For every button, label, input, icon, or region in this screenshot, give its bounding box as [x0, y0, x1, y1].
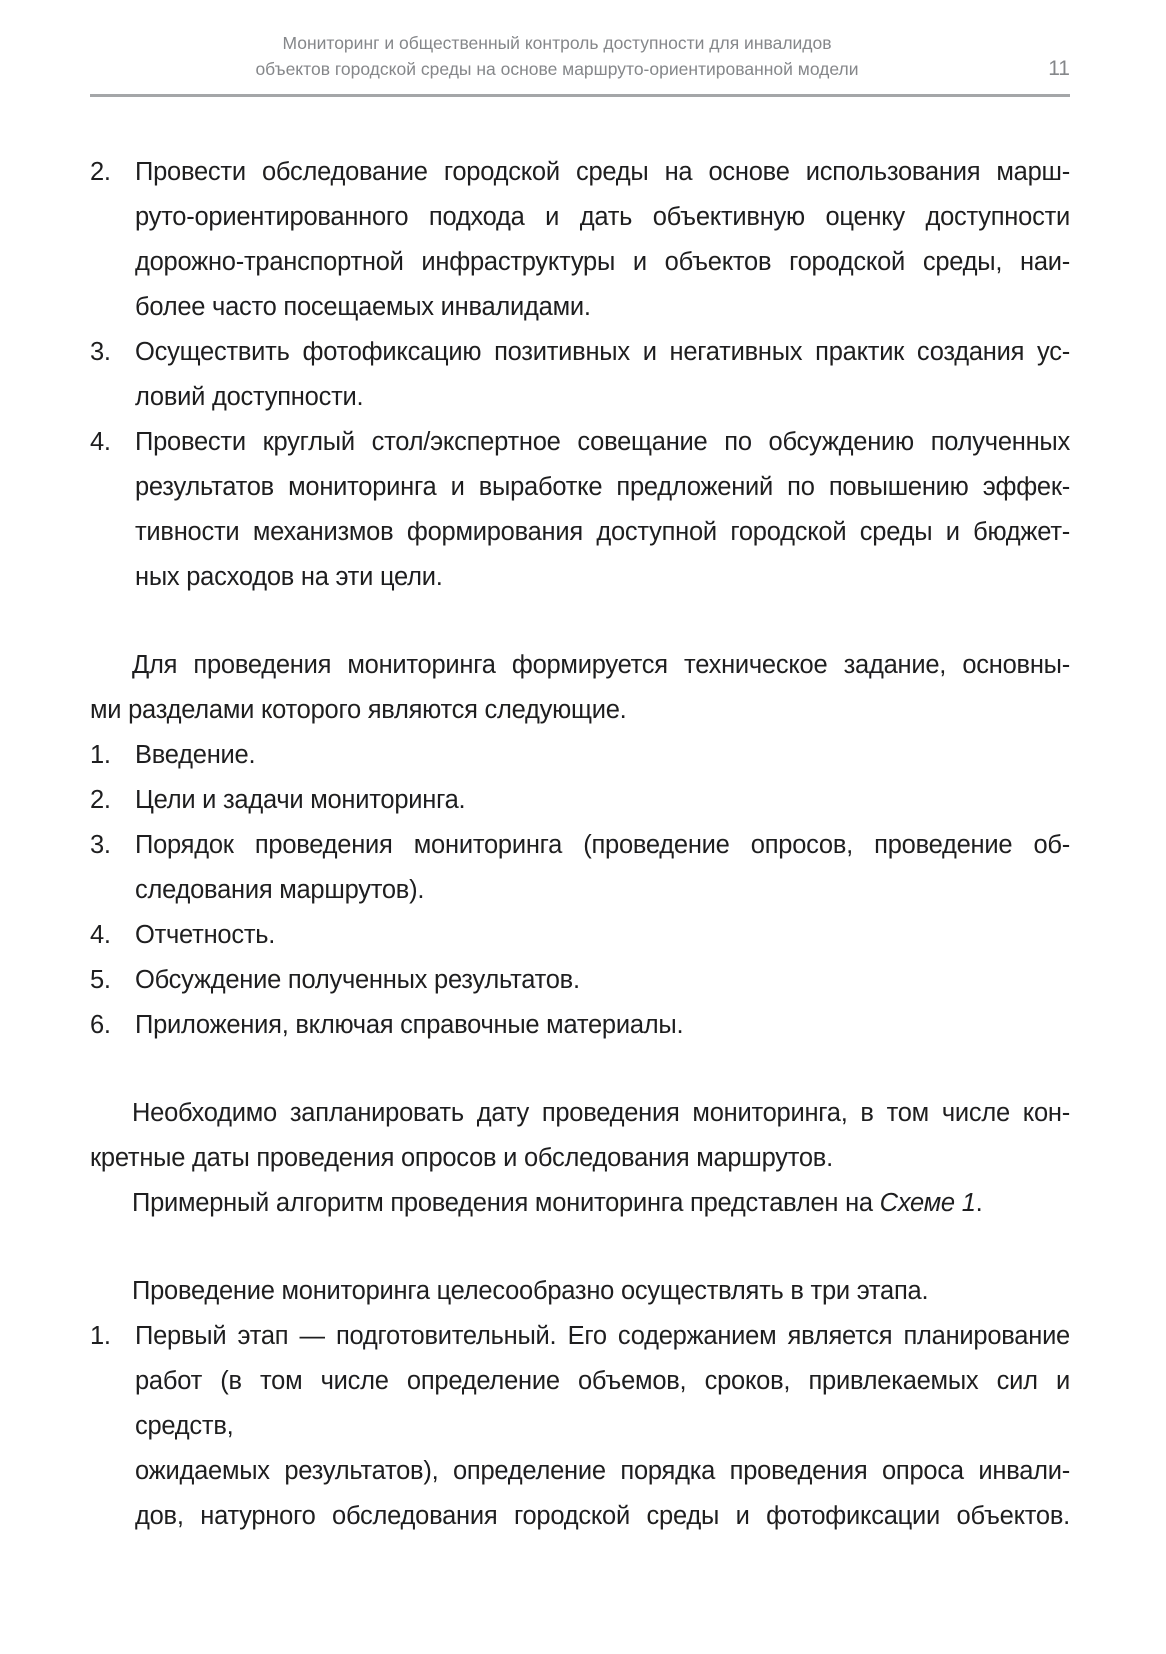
list-text — [135, 913, 1070, 958]
text-line: ных расходов на эти цели. — [135, 563, 443, 591]
list-number: 2. — [90, 786, 111, 814]
header-title — [90, 30, 1070, 82]
paragraph — [90, 1181, 1070, 1226]
list-item — [90, 823, 1070, 913]
text-line: ожидаемых результатов), определение порядка проведения опроса инвали- — [135, 1457, 1070, 1485]
page-number: 11 — [1048, 57, 1070, 80]
header-title-line1: Мониторинг и общественный контроль доступности для инвалидов — [282, 33, 832, 53]
list-item — [90, 150, 1070, 330]
list-item — [90, 1003, 1070, 1048]
list-item — [90, 733, 1070, 778]
text-segment: Примерный алгоритм проведения мониторинга представлен на — [132, 1189, 880, 1217]
spacer — [90, 1048, 1070, 1091]
text-line: Первый этап — подготовительный. Его содержанием является планирование — [135, 1322, 1070, 1350]
text-line: Приложения, включая справочные материалы. — [135, 1011, 684, 1039]
text-line: Цели и задачи мониторинга. — [135, 786, 466, 814]
text-line: ловий доступности. — [135, 383, 364, 411]
list-number: 1. — [90, 741, 111, 769]
text-line: Провести обследование городской среды на основе использования марш- — [135, 158, 1070, 186]
spacer — [90, 600, 1070, 643]
text-line: Осуществить фотофиксацию позитивных и негативных практик создания ус- — [135, 338, 1070, 366]
page-body — [90, 150, 1070, 1539]
list-number: 1. — [90, 1322, 111, 1350]
text-line: Введение. — [135, 741, 256, 769]
italic-reference-text: Схеме 1 — [879, 1189, 976, 1217]
text-line: руто-ориентированного подхода и дать объективную оценку доступности — [135, 203, 1070, 231]
list-number: 2. — [90, 158, 111, 186]
paragraph — [90, 1091, 1070, 1181]
spacer — [90, 1226, 1070, 1269]
text-line: тивности механизмов формирования доступной городской среды и бюджет- — [135, 518, 1070, 546]
text-line: Для проведения мониторинга формируется техническое задание, основны- — [132, 651, 1070, 679]
text-line: ми разделами которого являются следующие. — [90, 696, 627, 724]
paragraph — [90, 1269, 1070, 1314]
list-text — [135, 330, 1070, 420]
list-item — [90, 420, 1070, 600]
text-line — [90, 1181, 1070, 1226]
text-line: дов, натурного обследования городской среды и фотофиксации объектов. — [135, 1502, 1070, 1530]
list-item — [90, 1314, 1070, 1539]
text-line: следования маршрутов). — [135, 876, 425, 904]
list-item — [90, 958, 1070, 1003]
text-line: Необходимо запланировать дату проведения мониторинга, в том числе кон- — [132, 1099, 1070, 1127]
list-number: 3. — [90, 831, 111, 859]
text-line: Отчетность. — [135, 921, 276, 949]
text-segment: . — [975, 1189, 983, 1217]
text-line: работ (в том числе определение объемов, сроков, привлекаемых сил и средств, — [135, 1367, 1070, 1440]
list-text — [135, 823, 1070, 913]
list-item — [90, 778, 1070, 823]
list-text — [135, 1003, 1070, 1048]
list-text — [135, 958, 1070, 1003]
running-header — [90, 30, 1070, 82]
text-line: Порядок проведения мониторинга (проведение опросов, проведение об- — [135, 831, 1070, 859]
list-item — [90, 330, 1070, 420]
text-line: более часто посещаемых инвалидами. — [135, 293, 591, 321]
list-text — [135, 1314, 1070, 1539]
list-number: 4. — [90, 921, 111, 949]
list-number: 6. — [90, 1011, 111, 1039]
header-rule — [90, 94, 1070, 97]
list-number: 4. — [90, 428, 111, 456]
paragraph — [90, 643, 1070, 733]
list-item — [90, 913, 1070, 958]
text-line: Обсуждение полученных результатов. — [135, 966, 580, 994]
text-line: Проведение мониторинга целесообразно осуществлять в три этапа. — [132, 1277, 929, 1305]
header-title-line2: объектов городской среды на основе маршруто-ориентированной модели — [255, 59, 859, 79]
list-text — [135, 150, 1070, 330]
list-text — [135, 420, 1070, 600]
list-text — [135, 733, 1070, 778]
list-number: 5. — [90, 966, 111, 994]
text-line: дорожно-транспортной инфраструктуры и объектов городской среды, наи- — [135, 248, 1070, 276]
text-line: Провести круглый стол/экспертное совещание по обсуждению полученных — [135, 428, 1070, 456]
text-line: кретные даты проведения опросов и обследования маршрутов. — [90, 1144, 833, 1172]
list-text — [135, 778, 1070, 823]
list-number: 3. — [90, 338, 111, 366]
text-line: результатов мониторинга и выработке предложений по повышению эффек- — [135, 473, 1070, 501]
